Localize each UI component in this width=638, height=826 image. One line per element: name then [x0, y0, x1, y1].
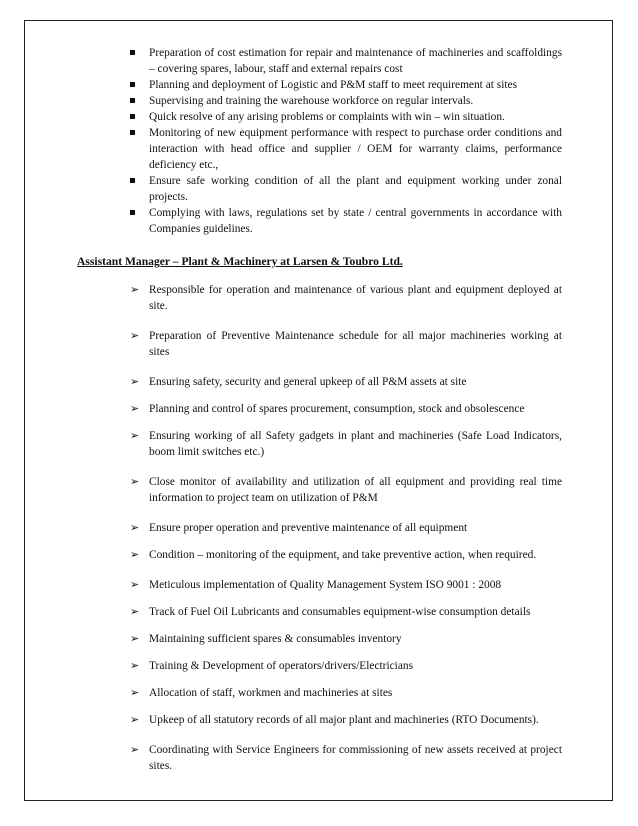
list-item-text: Planning and control of spares procurement, consumption, stock and obsolescence [149, 403, 525, 415]
list-item: Complying with laws, regulations set by state / central governments in accordance with Companies guidelines. [130, 205, 562, 237]
job-title-heading: Assistant Manager – Plant & Machinery at Larsen & Toubro Ltd. [77, 255, 403, 268]
arrow-bullet-icon: ➢ [130, 375, 140, 388]
list-item: Planning and deployment of Logistic and P&M staff to meet requirement at sites [130, 77, 562, 93]
list-item [130, 282, 562, 314]
arrow-bullet-icon: ➢ [130, 605, 140, 618]
arrow-bullet-icon: ➢ [130, 475, 140, 488]
list-item [130, 658, 562, 674]
list-item-text: Ensure proper operation and preventive maintenance of all equipment [149, 522, 468, 534]
arrow-bullet-icon: ➢ [130, 521, 140, 534]
arrow-bullet-icon: ➢ [130, 429, 140, 442]
list-item-text: Upkeep of all statutory records of all major plant and machineries (RTO Documents). [149, 714, 539, 726]
list-item-text: Close monitor of availability and utilization of all equipment and providing real time information to project team on utilization of P&M [149, 476, 562, 504]
list-item-text: Ensuring safety, security and general upkeep of all P&M assets at site [149, 376, 467, 388]
list-item-text: Meticulous implementation of Quality Management System ISO 9001 : 2008 [149, 579, 502, 591]
list-item: Preparation of cost estimation for repair and maintenance of machineries and scaffoldings – covering spares, labour, staff and external repairs cost [130, 45, 562, 77]
list-item [130, 374, 562, 390]
arrow-bullet-icon: ➢ [130, 329, 140, 342]
arrow-bullet-icon: ➢ [130, 659, 140, 672]
arrow-bullet-icon: ➢ [130, 283, 140, 296]
list-item [130, 577, 562, 593]
list-item [130, 328, 562, 360]
arrow-bullet-icon: ➢ [130, 686, 140, 699]
arrow-bullet-icon: ➢ [130, 632, 140, 645]
list-item: Quick resolve of any arising problems or complaints with win – win situation. [130, 109, 562, 125]
arrow-bullet-icon: ➢ [130, 743, 140, 756]
list-item: Ensure safe working condition of all the plant and equipment working under zonal projects. [130, 173, 562, 205]
list-item-text: Coordinating with Service Engineers for commissioning of new assets received at project sites. [149, 744, 562, 772]
arrow-bullet-icon: ➢ [130, 578, 140, 591]
list-item: Monitoring of new equipment performance with respect to purchase order conditions and interaction with head office and supplier / OEM for warranty claims, performance deficiency etc., [130, 125, 562, 173]
list-item: Supervising and training the warehouse workforce on regular intervals. [130, 93, 562, 109]
list-item [130, 742, 562, 774]
list-item [130, 474, 562, 506]
list-item [130, 520, 562, 536]
list-item [130, 712, 562, 728]
list-item-text: Track of Fuel Oil Lubricants and consumables equipment-wise consumption details [149, 606, 531, 618]
list-item [130, 631, 562, 647]
list-item-text: Ensuring working of all Safety gadgets in plant and machineries (Safe Load Indicators, boom limit switches etc.) [149, 430, 562, 458]
list-item-text: Condition – monitoring of the equipment, and take preventive action, when required. [149, 549, 537, 561]
list-item [130, 401, 562, 417]
list-item-text: Preparation of Preventive Maintenance schedule for all major machineries working at sites [149, 330, 562, 358]
responsibilities-list-assistant-manager [130, 282, 562, 774]
arrow-bullet-icon: ➢ [130, 548, 140, 561]
list-item [130, 685, 562, 701]
arrow-bullet-icon: ➢ [130, 713, 140, 726]
list-item-text: Maintaining sufficient spares & consumables inventory [149, 633, 402, 645]
list-item-text: Allocation of staff, workmen and machineries at sites [149, 687, 393, 699]
list-item-text: Responsible for operation and maintenance of various plant and equipment deployed at site. [149, 284, 562, 312]
list-item [130, 547, 562, 563]
list-item [130, 428, 562, 460]
list-item-text: Training & Development of operators/drivers/Electricians [149, 660, 414, 672]
list-item [130, 604, 562, 620]
arrow-bullet-icon: ➢ [130, 402, 140, 415]
responsibilities-list-previous-role [130, 45, 562, 237]
